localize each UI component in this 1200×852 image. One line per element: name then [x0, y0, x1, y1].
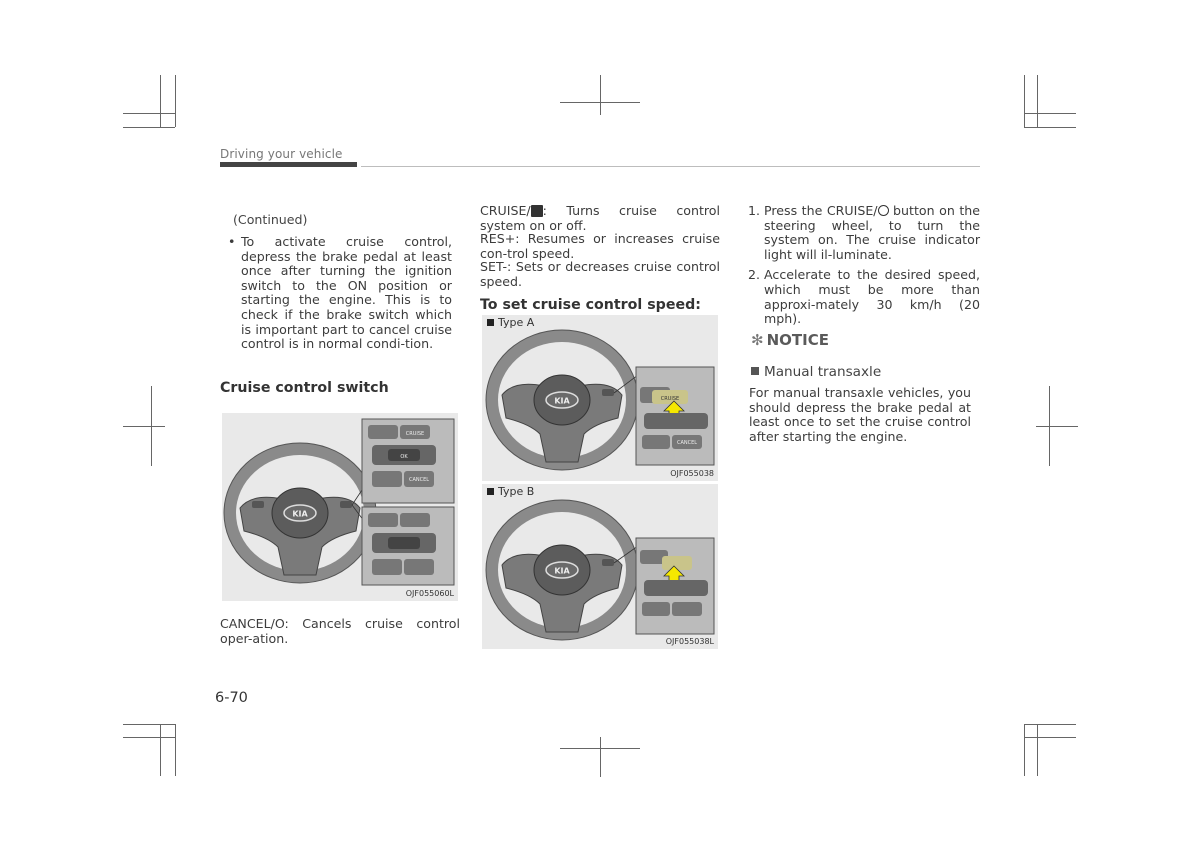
steps-list	[748, 204, 980, 333]
square-bullet-icon	[751, 367, 759, 375]
svg-text:CRUISE: CRUISE	[405, 431, 425, 437]
cruise-switch-heading: Cruise control switch	[220, 380, 389, 396]
page-number: 6-70	[215, 690, 248, 706]
type-b-illustration	[482, 484, 718, 649]
asterisk-icon: ✻	[751, 331, 764, 349]
step-text: Accelerate to the desired speed, which must be more than approxi-mately 30 km/h (20 mph).	[764, 267, 980, 327]
step-item	[748, 268, 980, 326]
cruise-switch-icon	[531, 205, 543, 217]
section-title: Driving your vehicle	[220, 147, 343, 161]
set-speed-heading: To set cruise control speed:	[480, 297, 701, 313]
header-rule	[361, 166, 980, 167]
type-a-illustration	[482, 315, 718, 481]
cruise-switch-figure	[222, 413, 458, 601]
continued-label: (Continued)	[233, 212, 308, 227]
type-b-figure	[482, 484, 718, 649]
bullet-item	[228, 235, 452, 352]
set-description: SET-: Sets or decreases cruise control speed.	[480, 259, 720, 289]
svg-text:KIA: KIA	[554, 396, 570, 406]
svg-text:CANCEL: CANCEL	[408, 477, 430, 483]
bullet-text: To activate cruise control, depress the brake pedal at least once after turning the ignition switch to the ON position or starting the engine. This is to check if the brake switch which is important part to cancel cruise control is in normal condi-tion.	[241, 234, 452, 352]
cancel-description: CANCEL/O: Cancels cruise control oper-ation.	[220, 616, 460, 646]
square-bullet-icon	[487, 319, 494, 326]
header-bar	[220, 162, 357, 167]
cruise-button-icon	[878, 205, 889, 216]
step-number: 2.	[748, 267, 761, 283]
type-a-figure	[482, 315, 718, 481]
svg-text:CANCEL: CANCEL	[676, 440, 698, 446]
svg-text:KIA: KIA	[554, 566, 570, 576]
step-number: 1.	[748, 203, 761, 218]
type-b-label: Type B	[487, 485, 534, 498]
type-a-label: Type A	[487, 316, 534, 329]
bullet-dot: •	[228, 234, 236, 249]
step-item	[748, 204, 980, 262]
bullet-list	[228, 235, 452, 352]
figure-caption: OJF055038L	[665, 637, 714, 646]
cruise-description	[480, 204, 720, 233]
svg-text:CRUISE: CRUISE	[660, 396, 680, 402]
square-bullet-icon	[487, 488, 494, 495]
svg-text:KIA: KIA	[292, 509, 308, 519]
notice-subheading: Manual transaxle	[751, 364, 881, 380]
notice-text: For manual transaxle vehicles, you should depress the brake pedal at least once to set the cruise control after starting the engine.	[749, 385, 971, 444]
svg-text:OK: OK	[400, 454, 408, 460]
res-description: RES+: Resumes or increases cruise con-trol speed.	[480, 231, 720, 261]
steering-wheel-illustration	[222, 413, 458, 601]
cruise-text: : Turns cruise control system on or off.	[480, 203, 720, 233]
figure-caption: OJF055038	[670, 469, 714, 478]
cruise-prefix: CRUISE/	[480, 203, 531, 218]
notice-title: ✻ NOTICE	[751, 331, 829, 349]
step-text: Press the CRUISE/ button on the steering wheel, to turn the system on. The cruise indicator light will il-luminate.	[764, 203, 980, 262]
figure-caption: OJF055060L	[405, 589, 454, 598]
